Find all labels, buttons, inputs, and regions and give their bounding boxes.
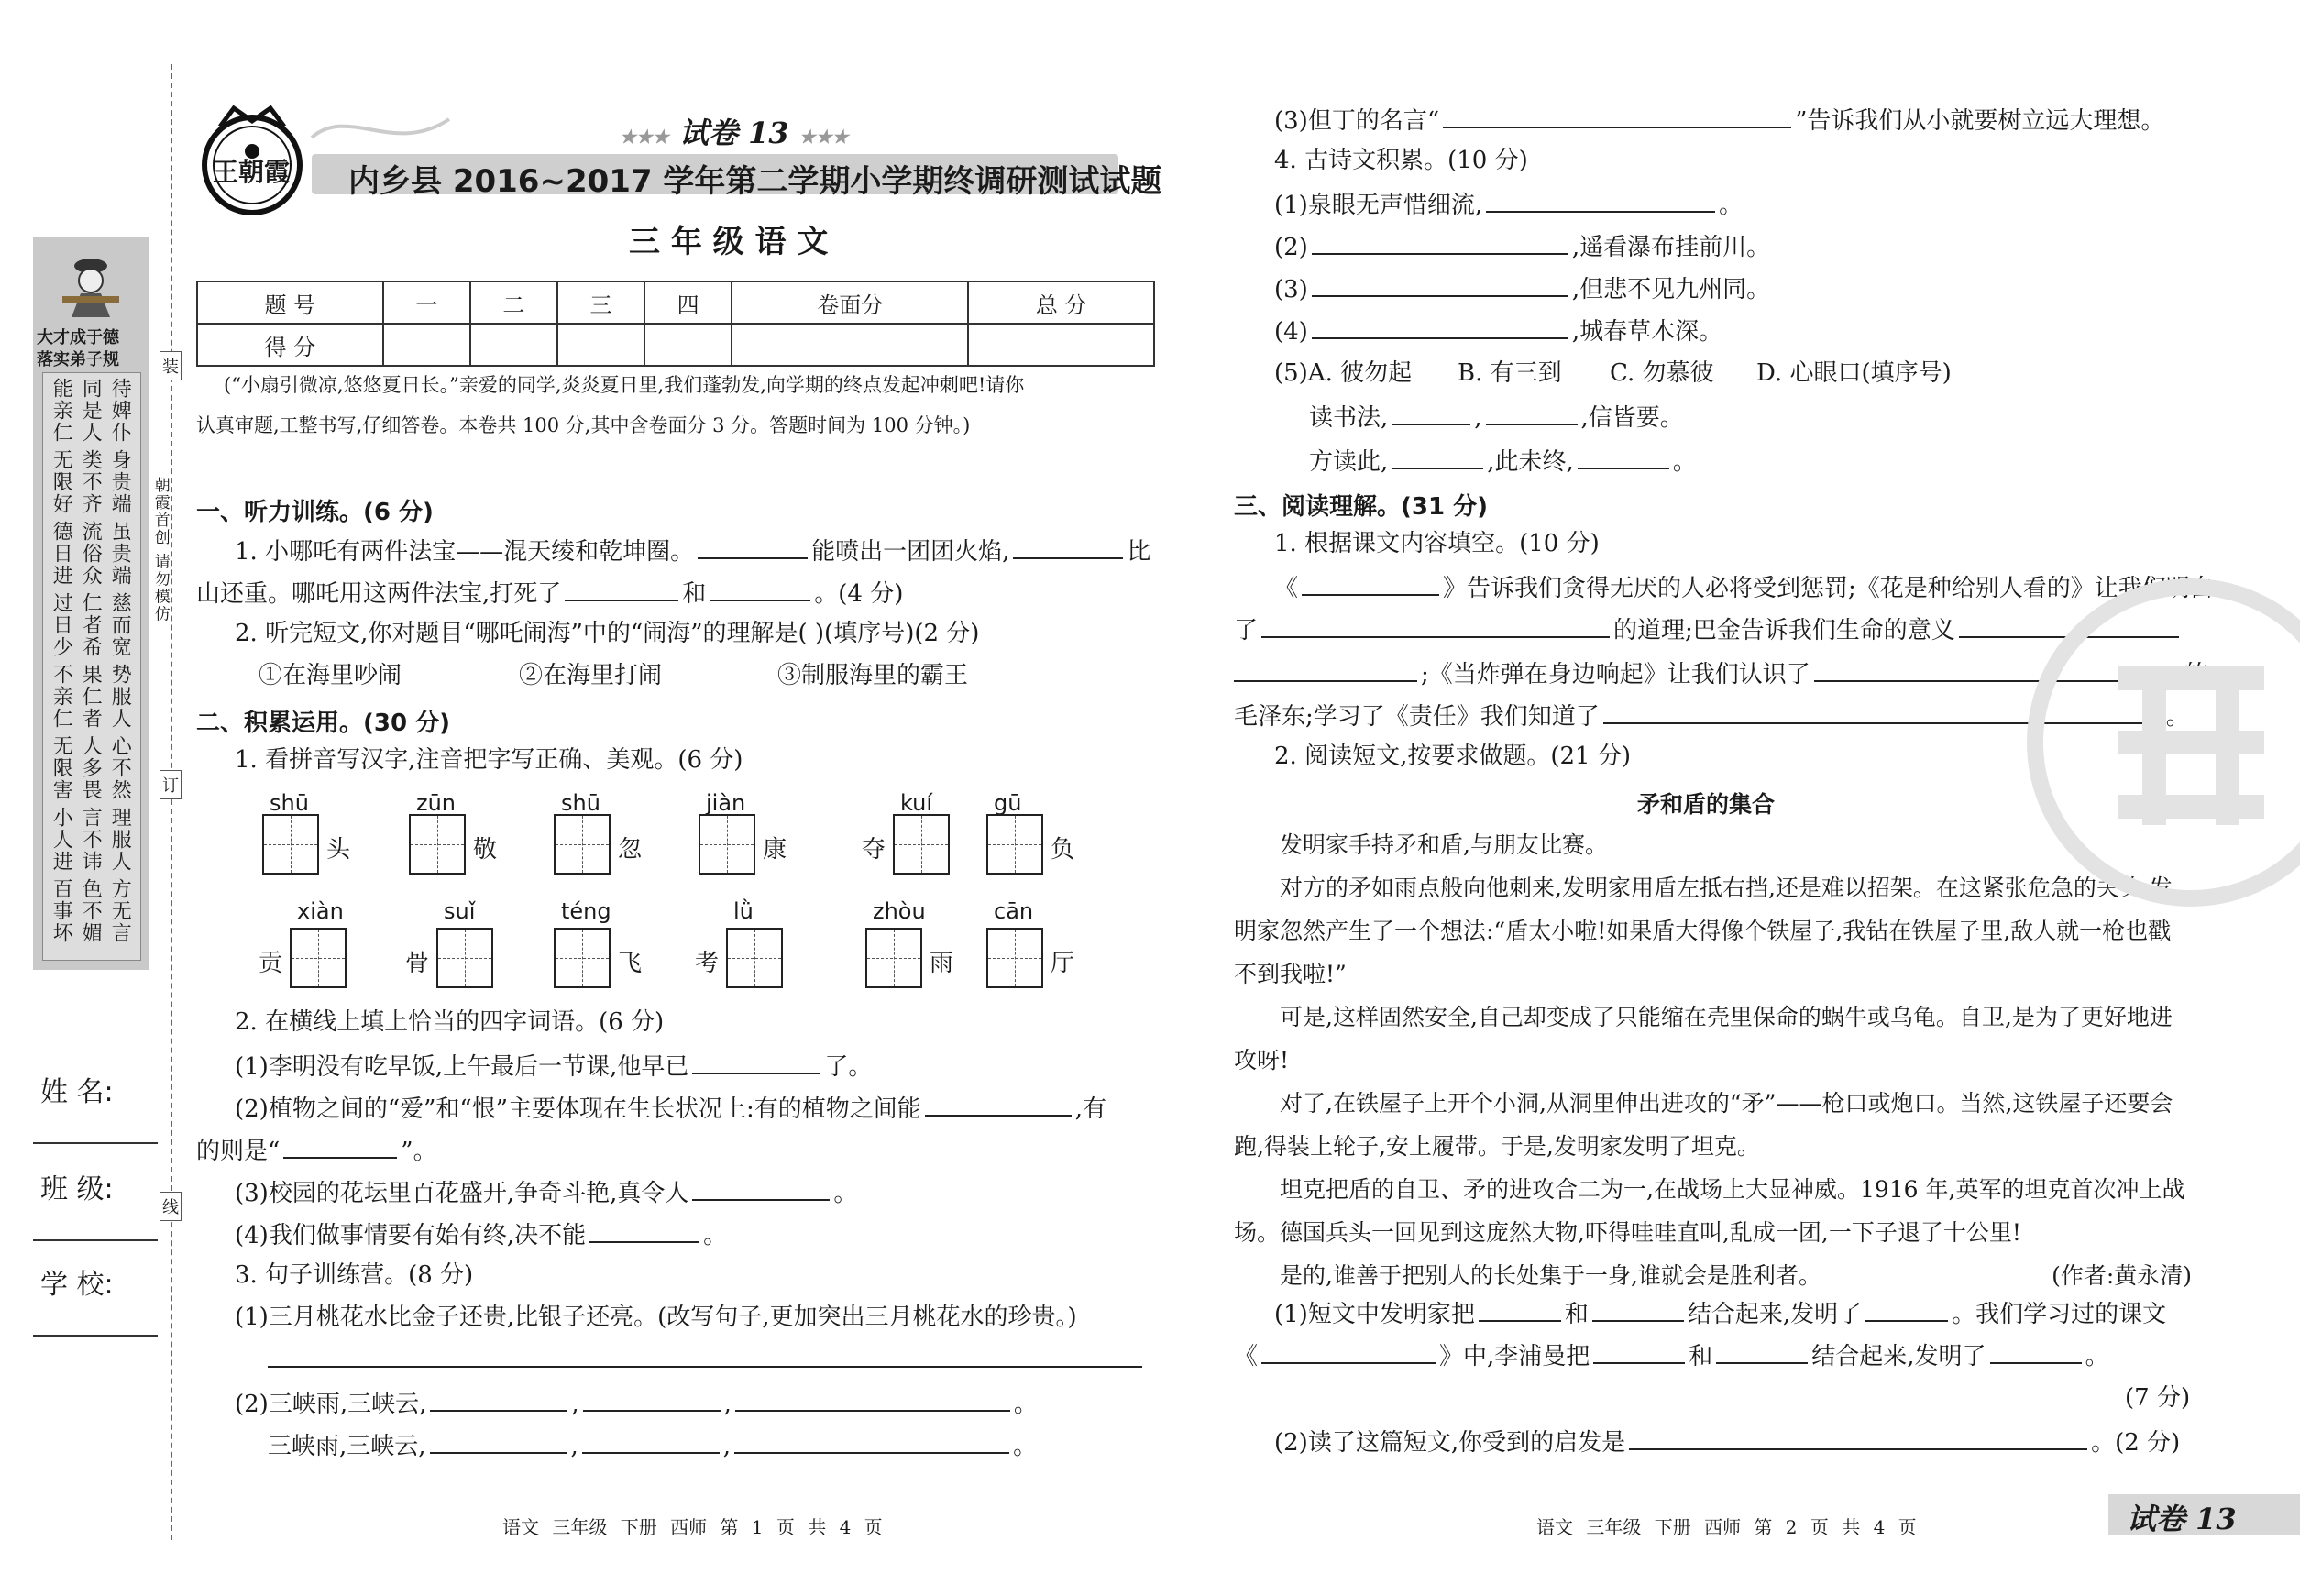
poem-2: (2) ,遥看瀑布挂前川。	[1274, 231, 1770, 262]
score-header-row	[197, 281, 1154, 324]
grid-suffix-char: 康	[763, 836, 787, 864]
answer-blank[interactable]	[698, 535, 808, 559]
grid-suffix-char: 飞	[618, 950, 643, 977]
story-para-3: 可是,这样固然安全,自己却变成了只能缩在壳里保命的蜗牛或乌龟。自卫,是为了更好地进攻呀!	[1234, 1004, 2173, 1073]
sidebar-motto-column: 言不讳	[79, 807, 103, 873]
class-label: 班 级:	[40, 1173, 114, 1205]
sidebar-motto-column: 人多畏	[79, 735, 103, 801]
sidebar-motto-column: 心不然	[108, 735, 132, 801]
paper-badge-text: 试卷 13	[678, 116, 789, 150]
poem-5-opt-c: C. 勿慕彼	[1610, 359, 1714, 387]
answer-blank[interactable]	[1234, 658, 1417, 682]
pinyin-label: shū	[270, 790, 309, 816]
tian-grid-box[interactable]	[262, 814, 319, 875]
tian-grid-box[interactable]	[554, 928, 611, 988]
tian-grid-box[interactable]	[893, 814, 950, 875]
tian-grid-box[interactable]	[436, 928, 493, 988]
sq1-score: (7 分)	[2125, 1384, 2191, 1412]
q1-2-option-3[interactable]: ③制服海里的霸王	[777, 662, 969, 689]
score-input-cell[interactable]	[732, 324, 968, 366]
score-table	[196, 281, 1155, 367]
answer-blank[interactable]	[1261, 614, 1610, 638]
intro-line-1: (“小扇引微凉,悠悠夏日长。”亲爱的同学,炎炎夏日里,我们蓬勃发,向学期的终点发起冲刺吧!请你	[224, 374, 1025, 396]
pinyin-label: jiàn	[706, 790, 746, 816]
sidebar-motto-column: 势服人	[108, 664, 132, 730]
score-header-cell: 二	[470, 281, 557, 324]
name-field[interactable]	[33, 1142, 158, 1144]
r2: 2. 阅读短文,按要求做题。(21 分)	[1274, 743, 1631, 770]
score-input-cell[interactable]	[644, 324, 732, 366]
r1: 1. 根据课文内容填空。(10 分)	[1274, 530, 1600, 557]
answer-blank[interactable]	[1479, 1298, 1561, 1322]
sidebar-motto-column: 不亲仁	[50, 664, 73, 730]
q2-4: 4. 古诗文积累。(10 分)	[1274, 147, 1528, 174]
score-input-cell[interactable]	[968, 324, 1154, 366]
sidebar-motto-column: 虽贵端	[108, 521, 132, 587]
answer-blank[interactable]	[582, 1430, 720, 1454]
q2-2-e: (4)我们做事情要有始有终,决不能 。	[235, 1219, 727, 1250]
story-title: 矛和盾的集合	[1637, 791, 1776, 818]
sidebar-motto-column: 身贵端	[108, 449, 132, 515]
grid-suffix-char: 敬	[473, 836, 498, 864]
tian-grid-box[interactable]	[986, 928, 1043, 988]
answer-blank[interactable]	[1629, 1426, 2087, 1450]
tian-grid-box[interactable]	[865, 928, 922, 988]
q1-2-option-1[interactable]: ①在海里吵闹	[259, 662, 402, 689]
answer-blank[interactable]	[589, 1219, 699, 1243]
answer-blank[interactable]	[430, 1430, 567, 1454]
story-para-4: 对了,在铁屋子上开个小洞,从洞里伸出进攻的“矛”——枪口或炮口。当然,这铁屋子还要会跑,得装上轮子,安上履带。于是,发明家发明了坦克。	[1234, 1090, 2173, 1160]
r1-c: ;《当炸弹在身边响起》让我们认识了	[1234, 658, 2208, 689]
scholar-figure-icon	[53, 246, 128, 321]
q2-3-a: (1)三月桃花水比金子还贵,比银子还亮。(改写句子,更加突出三月桃花水的珍贵。)	[235, 1304, 1077, 1331]
answer-blank[interactable]	[710, 578, 810, 601]
grid-prefix-char: 考	[695, 950, 720, 977]
answer-blank[interactable]	[283, 1135, 397, 1159]
poem-4: (4) ,城春草木深。	[1274, 315, 1722, 347]
q2-2-a: (1)李明没有吃早饭,上午最后一节课,他早已 了。	[235, 1051, 872, 1082]
answer-blank[interactable]	[1593, 1340, 1685, 1364]
grid-prefix-char: 夺	[862, 836, 886, 864]
sq2: (2)读了这篇短文,你受到的启发是 。(2 分)	[1274, 1426, 2180, 1458]
fold-mark-3: 线	[160, 1192, 182, 1221]
sidebar-motto-column: 德日进	[50, 521, 73, 587]
sidebar-motto-column: 无限害	[50, 735, 73, 801]
story-para-5: 坦克把盾的自卫、矛的进攻合二为一,在战场上大显神威。1916 年,英军的坦克首次冲上战场。德国兵头一回见到这庞然大物,吓得哇哇直叫,乱成一团,一下子退了十公里!	[1234, 1176, 2185, 1246]
sidebar-motto-column: 理服人	[108, 807, 132, 873]
corner-badge: 试卷 13	[2127, 1502, 2237, 1536]
sidebar-motto-2: 落实弟子规	[37, 350, 119, 369]
tian-grid-box[interactable]	[699, 814, 755, 875]
r1-d: 毛泽东;学习了《责任》我们知道了 。	[1234, 700, 2190, 732]
cut-line	[171, 64, 172, 1540]
poem-1: (1)泉眼无声惜细流, 。	[1274, 189, 1743, 220]
poem-5-opt-d: D. 心眼口(填序号)	[1756, 359, 1952, 387]
sidebar-motto-column: 色不媚	[79, 878, 103, 944]
footer-page-1: 语文 三年级 下册 西师 第 1 页 共 4 页	[502, 1516, 883, 1538]
score-input-cell[interactable]	[470, 324, 557, 366]
answer-blank[interactable]	[1312, 315, 1568, 339]
poem-3: (3) ,但悲不见九州同。	[1274, 273, 1770, 304]
sidebar-motto-column: 类不齐	[79, 449, 103, 515]
answer-blank[interactable]	[1013, 535, 1123, 559]
score-value-row	[197, 324, 1154, 366]
section-3-heading: 三、阅读理解。(31 分)	[1234, 493, 1488, 521]
sidebar-motto-column: 过日少	[50, 592, 73, 658]
answer-blank[interactable]	[1486, 402, 1578, 425]
score-header-cell: 总 分	[968, 281, 1154, 324]
score-header-cell: 题 号	[197, 281, 383, 324]
answer-blank[interactable]	[1592, 1298, 1684, 1322]
story-para-6: 是的,谁善于把别人的长处集于一身,谁就会是胜利者。 (作者:黄永清)	[1234, 1254, 2192, 1297]
tian-grid-box[interactable]	[409, 814, 466, 875]
sidebar-motto-column: 待婢仆	[108, 378, 132, 444]
sidebar-motto-column: 慈而宽	[108, 592, 132, 658]
pinyin-label: kuí	[900, 790, 933, 816]
q2-2: 2. 在横线上填上恰当的四字词语。(6 分)	[235, 1008, 665, 1036]
answer-blank[interactable]	[1261, 1340, 1436, 1364]
q1-2-option-2[interactable]: ②在海里打闹	[519, 662, 663, 689]
class-field[interactable]	[33, 1239, 158, 1241]
ribbon-decoration-icon	[303, 101, 458, 156]
pinyin-label: zūn	[416, 790, 457, 816]
fold-mark-1: 装	[160, 351, 182, 380]
answer-blank[interactable]	[1716, 1340, 1808, 1364]
exam-title: 内乡县 2016~2017 学年第二学期小学期终调研测试试题	[348, 163, 1162, 200]
name-label: 姓 名:	[40, 1076, 114, 1108]
answer-blank[interactable]	[734, 1430, 1009, 1454]
poem-5-b: 方读此, ,此未终, 。	[1309, 446, 1697, 477]
poem-5-a: 读书法, , ,信皆要。	[1309, 402, 1684, 433]
answer-blank[interactable]	[1865, 1298, 1948, 1322]
answer-blank[interactable]	[1392, 402, 1470, 425]
watermark-seal-icon	[2017, 568, 2300, 917]
grid-prefix-char: 贡	[259, 950, 283, 977]
answer-blank[interactable]	[692, 1177, 830, 1201]
fold-mark-2: 订	[160, 770, 182, 799]
r1-a: 《 》告诉我们贪得无厌的人必将受到惩罚;《花是种给别人看的》让我们明白	[1274, 572, 2214, 603]
story-author: (作者:黄永清)	[2052, 1262, 2192, 1289]
tian-grid-box[interactable]	[986, 814, 1043, 875]
sidebar-motto-column: 百事坏	[50, 878, 73, 944]
answer-blank[interactable]	[565, 578, 678, 601]
q2-2-d: (3)校园的花坛里百花盛开,争奇斗艳,真令人 。	[235, 1177, 857, 1208]
answer-blank[interactable]	[1578, 446, 1669, 469]
q1-1-cont: 山还重。哪吒用这两件法宝,打死了 和 。(4 分)	[196, 578, 903, 609]
sidebar-motto-1: 大才成于德	[37, 328, 119, 347]
q1-1: 1. 小哪吒有两件法宝——混天绫和乾坤圈。 能喷出一团团火焰, 比	[235, 535, 1150, 567]
grid-suffix-char: 忽	[618, 836, 643, 864]
intro-line-2: 认真审题,工整书写,仔细答卷。本卷共 100 分,其中含卷面分 3 分。答题时间为 100 分钟。)	[196, 414, 971, 436]
answer-blank[interactable]	[1486, 189, 1715, 213]
score-header-cell: 三	[557, 281, 644, 324]
grid-suffix-char: 厅	[1051, 950, 1075, 977]
sq1-b: 《 》中,李浦曼把 和 结合起来,发明了 。	[1234, 1340, 2109, 1371]
pinyin-label: gū	[994, 790, 1022, 816]
answer-blank[interactable]	[1392, 446, 1483, 469]
story-para-2: 对方的矛如雨点般向他刺来,发明家用盾左抵右挡,还是难以招架。在这紧张危急的关头,发明家忽然产生了一个想法:“盾太小啦!如果盾大得像个铁屋子,我钻在铁屋子里,敌人就一枪也戳不到我啦!”	[1234, 875, 2173, 987]
grid-prefix-char: 骨	[405, 950, 430, 977]
poem-5-opt-a: (5)A. 彼勿起	[1274, 359, 1413, 387]
pinyin-label: xiàn	[297, 898, 344, 924]
poem-5-opt-b: B. 有三到	[1458, 359, 1562, 387]
section-2-heading: 二、积累运用。(30 分)	[196, 710, 450, 737]
q2-1: 1. 看拼音写汉字,注音把字写正确、美观。(6 分)	[235, 746, 743, 774]
footer-page-2: 语文 三年级 下册 西师 第 2 页 共 4 页	[1536, 1516, 1917, 1538]
score-input-cell[interactable]	[383, 324, 470, 366]
tian-grid-box[interactable]	[554, 814, 611, 875]
story-para-1: 发明家手持矛和盾,与朋友比赛。	[1280, 831, 1608, 858]
sidebar-motto-column: 果仁者	[79, 664, 103, 730]
grid-suffix-char: 雨	[930, 950, 954, 977]
sidebar-motto-column: 方无言	[108, 878, 132, 944]
answer-blank[interactable]	[925, 1093, 1072, 1117]
tian-grid-box[interactable]	[726, 928, 783, 988]
school-label: 学 校:	[40, 1269, 114, 1301]
answer-blank[interactable]	[1312, 273, 1568, 297]
score-row-label: 得 分	[197, 324, 383, 366]
brand-logo-text: 王朝霞	[213, 157, 291, 187]
section-1-heading: 一、听力训练。(6 分)	[196, 499, 434, 526]
score-header-cell: 卷面分	[732, 281, 968, 324]
answer-blank[interactable]	[1443, 105, 1791, 128]
answer-blank[interactable]	[430, 1388, 567, 1412]
paper-badge: ★★★ 试卷 13 ★★★	[620, 116, 849, 150]
q2-3-b: (2)三峡雨,三峡云, , , 。	[235, 1388, 1038, 1419]
q2-2-c: 的则是“ ”。	[196, 1135, 437, 1166]
score-header-cell: 一	[383, 281, 470, 324]
tian-grid-box[interactable]	[290, 928, 347, 988]
q2-4-3: (3)但丁的名言“ ”告诉我们从小就要树立远大理想。	[1274, 105, 2164, 136]
pinyin-label: suǐ	[444, 898, 476, 924]
score-input-cell[interactable]	[557, 324, 644, 366]
pinyin-label: cān	[994, 898, 1034, 924]
q2-2-b: (2)植物之间的“爱”和“恨”主要体现在生长状况上:有的植物之间能 ,有	[235, 1093, 1106, 1124]
answer-blank[interactable]	[1990, 1340, 2082, 1364]
pinyin-label: zhòu	[873, 898, 926, 924]
answer-blank[interactable]	[735, 1388, 1010, 1412]
pinyin-label: shū	[561, 790, 600, 816]
sidebar-motto-column: 小人进	[50, 807, 73, 873]
sq1-a: (1)短文中发明家把 和 结合起来,发明了 。我们学习过的课文	[1274, 1298, 2166, 1329]
grid-suffix-char: 负	[1051, 836, 1075, 864]
q2-3: 3. 句子训练营。(8 分)	[235, 1261, 474, 1289]
grid-suffix-char: 头	[326, 836, 351, 864]
sidebar-motto-column: 能亲仁	[50, 378, 73, 444]
sidebar-motto-column: 同是人	[79, 378, 103, 444]
answer-blank[interactable]	[583, 1388, 721, 1412]
q2-3-c: 三峡雨,三峡云, , , 。	[268, 1430, 1037, 1461]
sidebar-motto-column: 无限好	[50, 449, 73, 515]
sidebar-motto-column: 流俗众	[79, 521, 103, 587]
answer-blank[interactable]	[692, 1051, 820, 1074]
r1-b: 了 的道理;巴金告诉我们生命的意义	[1234, 614, 2183, 645]
answer-blank[interactable]	[1312, 231, 1568, 255]
cutline-note: 朝霞首创 请勿模仿	[150, 477, 170, 623]
exam-subtitle: 三 年 级 语 文	[629, 224, 829, 260]
answer-line[interactable]	[268, 1366, 1142, 1368]
sidebar-motto-column: 仁者希	[79, 592, 103, 658]
q1-2: 2. 听完短文,你对题目“哪吒闹海”中的“闹海”的理解是( )(填序号)(2 分)	[235, 620, 980, 647]
school-field[interactable]	[33, 1335, 158, 1337]
pinyin-label: lǜ	[733, 898, 754, 924]
score-header-cell: 四	[644, 281, 732, 324]
pinyin-label: téng	[561, 898, 611, 924]
answer-blank[interactable]	[1302, 572, 1439, 596]
